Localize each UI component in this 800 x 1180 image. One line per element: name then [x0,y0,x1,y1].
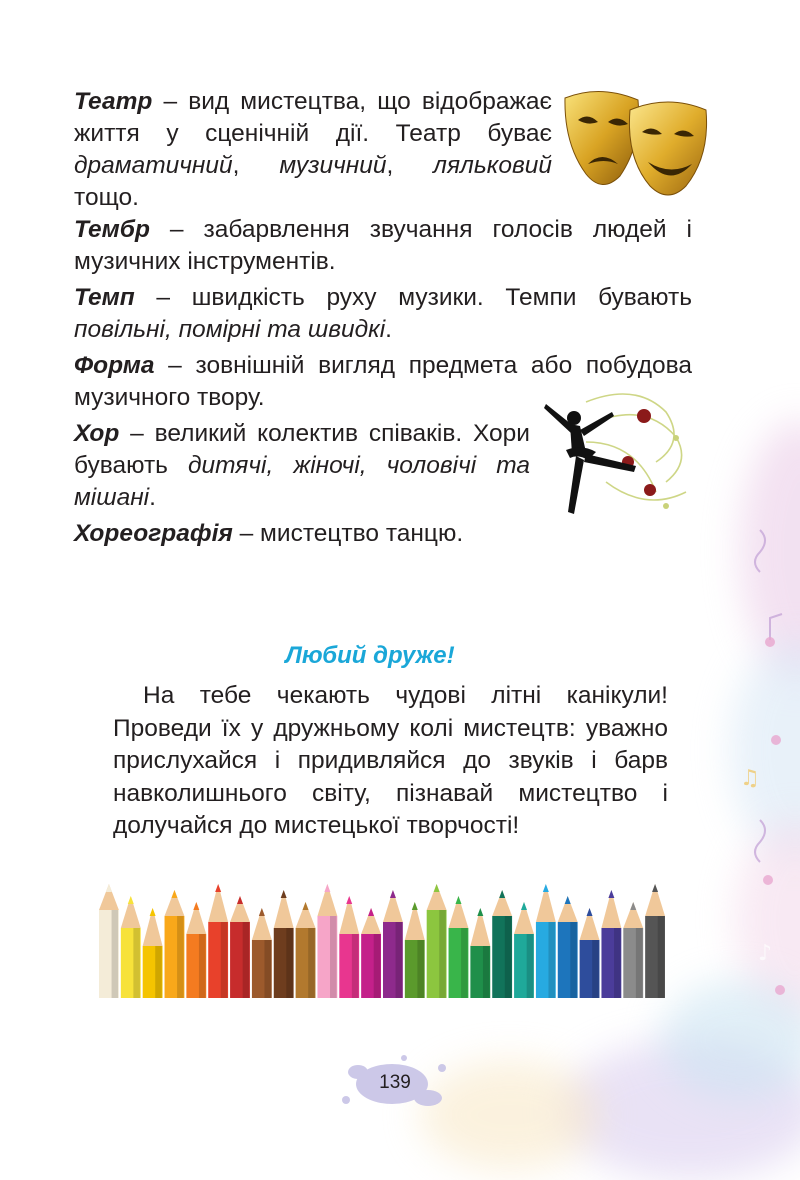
definition-text: – вид мистецтва, що відображає життя у сценічній дії. Театр буває [74,88,552,147]
glossary-entry-teatr [74,86,552,214]
definition-italic: ляльковий [433,152,552,179]
separator: , [232,152,280,179]
glossary-entry-khor [74,418,530,514]
pencil [361,908,381,998]
glossary-entry-temp [74,282,692,346]
pencil [623,902,643,998]
pencil [339,896,359,998]
pencil [580,908,600,998]
pencil [536,884,556,998]
definition-italic: музичний [279,152,387,179]
theatre-masks-icon [560,84,710,204]
definition-italic: дитячі, жіночі, чоловічі та мішані [74,452,530,511]
definition-tail: . [149,484,156,511]
term-forma: Форма [74,352,155,379]
pencil [383,890,403,998]
definition-text: – швидкість руху музики. Темпи бувають [134,284,692,311]
svg-text:♫: ♫ [740,766,760,791]
pencil [405,902,425,998]
term-khoreohrafiia: Хореографія [74,520,233,547]
definition-tail: . [385,316,392,343]
glossary-entry-tembr [74,214,692,278]
music-notes-icon [740,520,800,1080]
term-temp: Темп [74,284,135,311]
letter-paragraph [113,680,668,843]
pencil [252,908,272,998]
definition-text: – великий колектив співаків. Хори бувають [74,420,530,479]
page-number: 139 [379,1072,411,1093]
pencil [143,908,163,998]
letter-text: На тебе чекають чудові літні канікули! Проведи їх у дружньому колі мистецтв: уважно прислухайся і придивляйся до звуків і барв навколишнього світу, пізнавай мистецтво і долучайся до мистецької творчості! [113,682,668,839]
svg-text:♪: ♪ [758,941,773,966]
pencil [558,896,578,998]
pencil [601,890,621,998]
pencil [645,884,665,998]
pencil [317,884,337,998]
pencil [230,896,250,998]
term-teatr: Театр [74,88,153,115]
ballerina-silhouette-icon [526,382,696,532]
pencil [449,896,469,998]
pencil [121,896,141,998]
pencil [470,908,490,998]
colored-pencils-row [98,878,666,998]
definition-italic: драматичний [74,152,233,179]
definition-text: – мистецтво танцю. [232,520,464,547]
definition-text: – забарвлення звучання голосів людей і музичних інструментів. [74,216,692,275]
separator: , [386,152,434,179]
pencil [296,902,316,998]
term-khor: Хор [74,420,120,447]
greeting-heading: Любий друже! [285,642,455,669]
pencil [514,902,534,998]
pencil [427,884,447,998]
definition-tail: тощо. [74,184,139,211]
pencil [186,902,206,998]
pencil [165,890,185,998]
glossary-entry-khoreohrafiia [74,518,574,550]
term-tembr: Тембр [74,216,150,243]
pencil [274,890,294,998]
definition-text: – зовнішній вигляд предмета або побудова музичного твору. [74,352,692,411]
pencil [208,884,228,998]
pencil [492,890,512,998]
definition-italic: повільні, помірні та швидкі [74,316,386,343]
pencil [99,884,119,998]
